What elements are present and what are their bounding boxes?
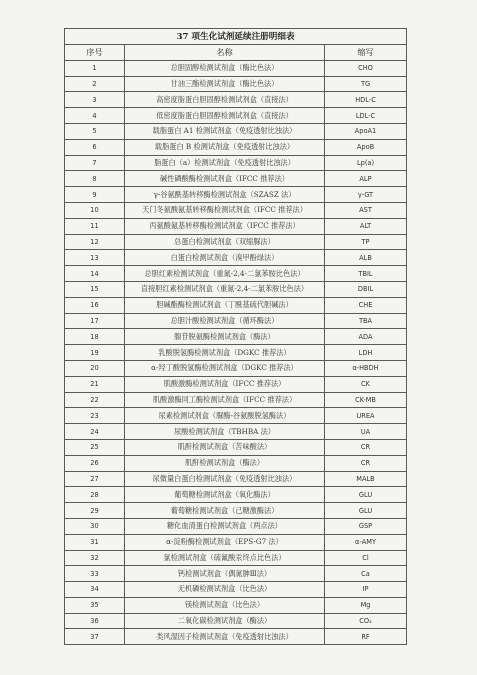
- row-number: 9: [65, 187, 125, 203]
- table-row: [65, 345, 407, 361]
- table-row: [65, 139, 407, 155]
- table-row: [65, 155, 407, 171]
- reagent-name: 丙氨酸氨基转移酶检测试剂盒（IFCC 推荐法）: [125, 218, 325, 234]
- table-title-row: [65, 29, 407, 45]
- reagent-abbreviation: α-AMY: [325, 534, 407, 550]
- reagent-abbreviation: GLU: [325, 487, 407, 503]
- reagent-abbreviation: Lp(a): [325, 155, 407, 171]
- reagent-abbreviation: LDH: [325, 345, 407, 361]
- row-number: 24: [65, 424, 125, 440]
- reagent-name: 胆碱酯酶检测试剂盒（丁酰基硫代胆碱法）: [125, 297, 325, 313]
- row-number: 20: [65, 360, 125, 376]
- reagent-name: γ-谷氨酰基转移酶检测试剂盒（SZASZ 法）: [125, 187, 325, 203]
- reagent-abbreviation: Ca: [325, 566, 407, 582]
- reagent-abbreviation: Cl: [325, 550, 407, 566]
- row-number: 25: [65, 439, 125, 455]
- table-row: [65, 92, 407, 108]
- row-number: 4: [65, 108, 125, 124]
- reagent-name: 氯检测试剂盒（硫氰酸汞终点比色法）: [125, 550, 325, 566]
- row-number: 30: [65, 518, 125, 534]
- row-number: 1: [65, 60, 125, 76]
- reagent-name: 肌酐检测试剂盒（苦味酸法）: [125, 439, 325, 455]
- reagent-abbreviation: α-HBDH: [325, 360, 407, 376]
- table-row: [65, 597, 407, 613]
- row-number: 3: [65, 92, 125, 108]
- reagent-name: α-羟丁酸脱氢酶检测试剂盒（DGKC 推荐法）: [125, 360, 325, 376]
- row-number: 13: [65, 250, 125, 266]
- table-row: [65, 108, 407, 124]
- row-number: 8: [65, 171, 125, 187]
- table-row: [65, 171, 407, 187]
- row-number: 18: [65, 329, 125, 345]
- table-row: [65, 123, 407, 139]
- reagent-abbreviation: ApoB: [325, 139, 407, 155]
- reagent-abbreviation: CHO: [325, 60, 407, 76]
- reagent-name: 类风湿因子检测试剂盒（免疫透射比浊法）: [125, 629, 325, 645]
- reagent-abbreviation: CK: [325, 376, 407, 392]
- reagent-abbreviation: TG: [325, 76, 407, 92]
- reagent-name: 无机磷检测试剂盒（比色法）: [125, 582, 325, 598]
- row-number: 2: [65, 76, 125, 92]
- reagent-abbreviation: GLU: [325, 503, 407, 519]
- registration-table: [64, 28, 407, 645]
- reagent-name: 钙检测试剂盒（偶氮胂Ⅲ法）: [125, 566, 325, 582]
- reagent-abbreviation: CHE: [325, 297, 407, 313]
- row-number: 5: [65, 123, 125, 139]
- row-number: 26: [65, 455, 125, 471]
- reagent-name: 总胆汁酸检测试剂盒（循环酶法）: [125, 313, 325, 329]
- reagent-name: 尿素检测试剂盒（脲酶-谷氨酸脱氢酶法）: [125, 408, 325, 424]
- reagent-abbreviation: HDL-C: [325, 92, 407, 108]
- table-row: [65, 439, 407, 455]
- table-row: [65, 471, 407, 487]
- table-row: [65, 550, 407, 566]
- table-title: 37 项生化试剂延续注册明细表: [65, 29, 407, 45]
- row-number: 6: [65, 139, 125, 155]
- header-abbr: 缩写: [325, 45, 407, 61]
- table-row: [65, 329, 407, 345]
- reagent-name: 肌酸激酶检测试剂盒（IFCC 推荐法）: [125, 376, 325, 392]
- reagent-abbreviation: Mg: [325, 597, 407, 613]
- table-row: [65, 376, 407, 392]
- reagent-abbreviation: UA: [325, 424, 407, 440]
- reagent-abbreviation: MALB: [325, 471, 407, 487]
- reagent-name: 镁检测试剂盒（比色法）: [125, 597, 325, 613]
- table-row: [65, 424, 407, 440]
- reagent-abbreviation: GSP: [325, 518, 407, 534]
- reagent-name: 腺苷脱氨酶检测试剂盒（酶法）: [125, 329, 325, 345]
- row-number: 19: [65, 345, 125, 361]
- reagent-abbreviation: IP: [325, 582, 407, 598]
- reagent-name: 葡萄糖检测试剂盒（氧化酶法）: [125, 487, 325, 503]
- table-row: [65, 455, 407, 471]
- reagent-name: 尿微量白蛋白检测试剂盒（免疫透射比浊法）: [125, 471, 325, 487]
- row-number: 32: [65, 550, 125, 566]
- table-row: [65, 360, 407, 376]
- table-row: [65, 408, 407, 424]
- table-row: [65, 518, 407, 534]
- reagent-abbreviation: RF: [325, 629, 407, 645]
- row-number: 36: [65, 613, 125, 629]
- reagent-abbreviation: ADA: [325, 329, 407, 345]
- table-row: [65, 534, 407, 550]
- table-row: [65, 613, 407, 629]
- reagent-name: 载脂蛋白 A1 检测试剂盒（免疫透射比浊法）: [125, 123, 325, 139]
- table-row: [65, 281, 407, 297]
- reagent-abbreviation: CR: [325, 455, 407, 471]
- reagent-name: 脂蛋白（a）检测试剂盒（免疫透射比浊法）: [125, 155, 325, 171]
- row-number: 17: [65, 313, 125, 329]
- reagent-name: 肌酸激酶同工酶检测试剂盒（IFCC 推荐法）: [125, 392, 325, 408]
- row-number: 33: [65, 566, 125, 582]
- row-number: 16: [65, 297, 125, 313]
- reagent-abbreviation: γ-GT: [325, 187, 407, 203]
- row-number: 11: [65, 218, 125, 234]
- reagent-name: 低密度脂蛋白胆固醇检测试剂盒（直接法）: [125, 108, 325, 124]
- reagent-name: 总蛋白检测试剂盒（双缩脲法）: [125, 234, 325, 250]
- row-number: 27: [65, 471, 125, 487]
- reagent-name: 二氧化碳检测试剂盒（酶法）: [125, 613, 325, 629]
- table-row: [65, 76, 407, 92]
- reagent-abbreviation: AST: [325, 202, 407, 218]
- reagent-abbreviation: LDL-C: [325, 108, 407, 124]
- row-number: 21: [65, 376, 125, 392]
- table-row: [65, 250, 407, 266]
- table-row: [65, 60, 407, 76]
- row-number: 23: [65, 408, 125, 424]
- header-row: [65, 45, 407, 61]
- reagent-name: 碱性磷酸酶检测试剂盒（IFCC 推荐法）: [125, 171, 325, 187]
- reagent-abbreviation: ALP: [325, 171, 407, 187]
- row-number: 12: [65, 234, 125, 250]
- table-row: [65, 234, 407, 250]
- row-number: 34: [65, 582, 125, 598]
- reagent-name: 肌酐检测试剂盒（酶法）: [125, 455, 325, 471]
- reagent-name: 天门冬氨酸氨基转移酶检测试剂盒（IFCC 推荐法）: [125, 202, 325, 218]
- row-number: 15: [65, 281, 125, 297]
- table-row: [65, 297, 407, 313]
- header-name: 名称: [125, 45, 325, 61]
- reagent-name: 载脂蛋白 B 检测试剂盒（免疫透射比浊法）: [125, 139, 325, 155]
- table-row: [65, 487, 407, 503]
- table-row: [65, 566, 407, 582]
- row-number: 7: [65, 155, 125, 171]
- reagent-name: 尿酸检测试剂盒（TBHBA 法）: [125, 424, 325, 440]
- reagent-abbreviation: ApoA1: [325, 123, 407, 139]
- row-number: 14: [65, 266, 125, 282]
- row-number: 28: [65, 487, 125, 503]
- reagent-name: 白蛋白检测试剂盒（溴甲酚绿法）: [125, 250, 325, 266]
- reagent-abbreviation: ALT: [325, 218, 407, 234]
- table-row: [65, 218, 407, 234]
- reagent-name: 葡萄糖检测试剂盒（己糖激酶法）: [125, 503, 325, 519]
- table-row: [65, 392, 407, 408]
- reagent-abbreviation: ALB: [325, 250, 407, 266]
- reagent-abbreviation: CK-MB: [325, 392, 407, 408]
- table-row: [65, 202, 407, 218]
- table-row: [65, 187, 407, 203]
- reagent-name: 总胆红素检测试剂盒（重氮-2,4-二氯苯胺比色法）: [125, 266, 325, 282]
- row-number: 10: [65, 202, 125, 218]
- reagent-name: α-淀粉酶检测试剂盒（EPS-G7 法）: [125, 534, 325, 550]
- reagent-name: 直接胆红素检测试剂盒（重氮-2,4-二氯苯胺比色法）: [125, 281, 325, 297]
- reagent-abbreviation: TP: [325, 234, 407, 250]
- reagent-name: 糖化血清蛋白检测试剂盒（两点法）: [125, 518, 325, 534]
- reagent-abbreviation: TBIL: [325, 266, 407, 282]
- reagent-abbreviation: UREA: [325, 408, 407, 424]
- document-sheet: [64, 28, 406, 645]
- header-no: 序号: [65, 45, 125, 61]
- table-row: [65, 629, 407, 645]
- reagent-abbreviation: DBIL: [325, 281, 407, 297]
- table-row: [65, 503, 407, 519]
- reagent-name: 高密度脂蛋白胆固醇检测试剂盒（直接法）: [125, 92, 325, 108]
- reagent-name: 乳酸脱氢酶检测试剂盒（DGKC 推荐法）: [125, 345, 325, 361]
- reagent-abbreviation: CO₂: [325, 613, 407, 629]
- table-row: [65, 313, 407, 329]
- reagent-abbreviation: CR: [325, 439, 407, 455]
- row-number: 29: [65, 503, 125, 519]
- row-number: 31: [65, 534, 125, 550]
- reagent-name: 甘油三酯检测试剂盒（酶比色法）: [125, 76, 325, 92]
- row-number: 37: [65, 629, 125, 645]
- table-row: [65, 582, 407, 598]
- reagent-name: 总胆固醇检测试剂盒（酶比色法）: [125, 60, 325, 76]
- table-body: [65, 60, 407, 644]
- reagent-abbreviation: TBA: [325, 313, 407, 329]
- row-number: 22: [65, 392, 125, 408]
- row-number: 35: [65, 597, 125, 613]
- table-row: [65, 266, 407, 282]
